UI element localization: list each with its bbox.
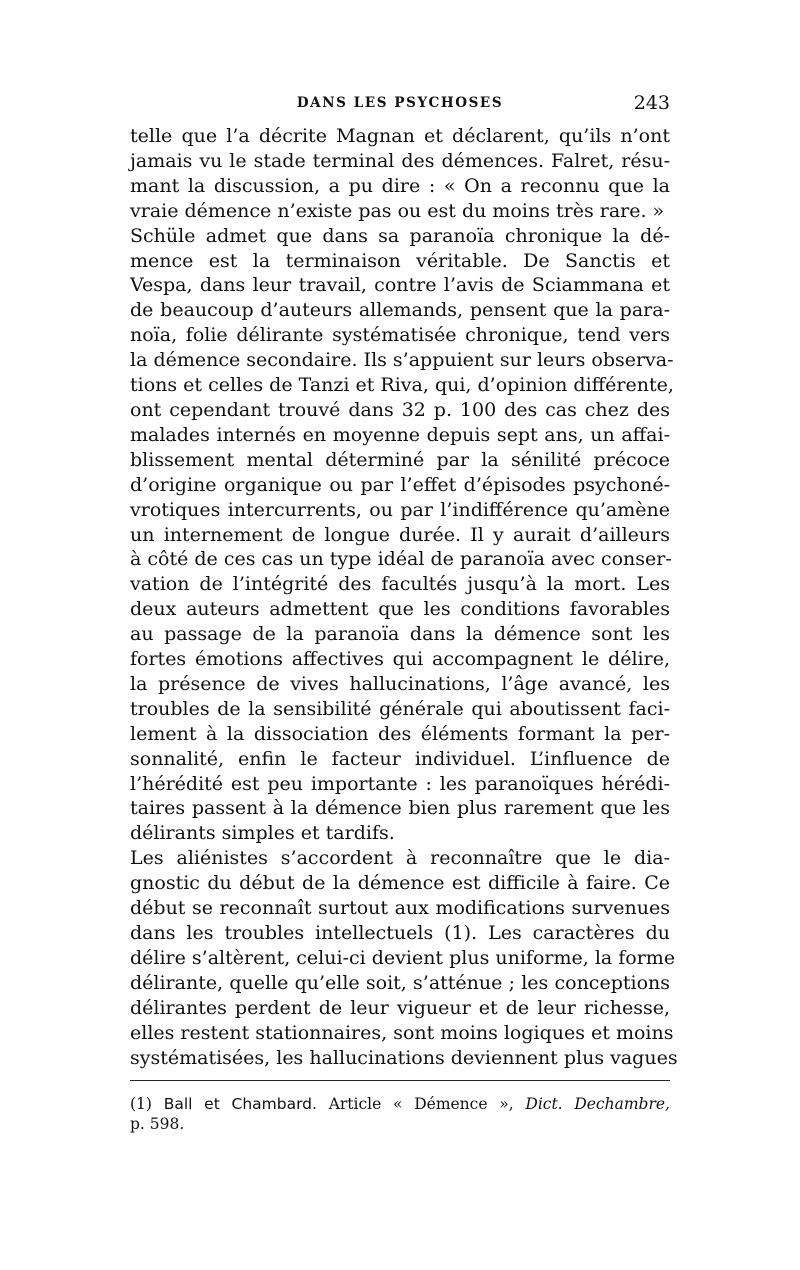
text-line: telle que l’a décrite Magnan et déclarent, qu’ils n’ont	[130, 125, 670, 147]
text-line: blissement mental déterminé par la sénilité précoce	[130, 448, 670, 471]
text-line: Vespa, dans leur travail, contre l’avis de Sciammana et	[130, 274, 670, 297]
text-line: Les aliénistes s’accordent à reconnaître que le dia-	[130, 847, 670, 870]
text-line: deux auteurs admettent que les conditions favorables	[130, 598, 670, 621]
footnote-text: Article « Démence »,	[328, 1095, 514, 1113]
text-line: la présence de vives hallucinations, l’âge avancé, les	[130, 672, 670, 695]
footnote-rule	[130, 1080, 670, 1081]
text-line: au passage de la paranoïa dans la démence sont les	[130, 623, 670, 646]
text-line: systématisées, les hallucinations deviennent plus vagues	[130, 1046, 678, 1069]
running-title: DANS LES PSYCHOSES	[296, 95, 504, 111]
footnote-line	[130, 1094, 670, 1114]
text-line: Schüle admet que dans sa paranoïa chronique la dé-	[130, 224, 670, 247]
paragraph	[130, 846, 678, 1070]
text-line: gnostic du début de la démence est difficile à faire. Ce	[130, 872, 670, 895]
text-line: vrotiques intercurrents, ou par l’indifférence qu’amène	[130, 498, 670, 521]
text-line: jamais vu le stade terminal des démences. Falret, résu-	[130, 149, 670, 172]
text-line: délirants simples et tardifs.	[130, 822, 395, 845]
text-line: l’hérédité est peu importante : les paranoïques hérédi-	[130, 772, 670, 795]
text-line: délirantes perdent de leur vigueur et de leur richesse,	[130, 996, 670, 1019]
text-line: mant la discussion, a pu dire : « On a reconnu que la	[130, 174, 670, 197]
body-text	[130, 124, 678, 1070]
text-line: ont cependant trouvé dans 32 p. 100 des cas chez des	[130, 398, 670, 421]
text-line: à côté de ces cas un type idéal de paranoïa avec conser-	[130, 548, 672, 571]
text-line: délire s’altèrent, celui-ci devient plus uniforme, la forme	[130, 946, 676, 969]
paragraph	[130, 224, 674, 847]
text-line: noïa, folie délirante systématisée chronique, tend vers	[130, 324, 670, 347]
paragraph	[130, 124, 670, 224]
text-line: troubles de la sensibilité générale qui aboutissent faci-	[130, 697, 670, 720]
text-line: un internement de longue durée. Il y aurait d’ailleurs	[130, 523, 670, 546]
text-line: lement à la dissociation des éléments formant la per-	[130, 722, 670, 745]
text-line: début se reconnaît surtout aux modifications survenues	[130, 897, 670, 920]
footnote	[130, 1094, 670, 1134]
text-line: vation de l’intégrité des facultés jusqu’à la mort. Les	[130, 573, 670, 596]
page-number: 243	[633, 92, 670, 114]
text-line: d’origine organique ou par l’effet d’épisodes psychoné-	[130, 473, 670, 496]
text-line: fortes émotions affectives qui accompagnent le délire,	[130, 648, 670, 671]
running-head	[130, 92, 670, 116]
text-line: dans les troubles intellectuels (1). Les caractères du	[130, 922, 670, 944]
text-line: de beaucoup d’auteurs allemands, pensent que la para-	[130, 299, 670, 322]
text-line: tions et celles de Tanzi et Riva, qui, d’opinion différente,	[130, 374, 674, 397]
text-line: mence est la terminaison véritable. De Sanctis et	[130, 249, 670, 272]
text-line: elles restent stationnaires, sont moins logiques et moins	[130, 1021, 674, 1044]
footnote-marker: (1)	[130, 1095, 152, 1113]
text-line: malades internés en moyenne depuis sept ans, un affai-	[130, 423, 670, 446]
footnote-page: p. 598.	[130, 1115, 185, 1133]
text-line: vraie démence n’existe pas ou est du moins très rare. »	[130, 199, 665, 222]
text-line: taires passent à la démence bien plus rarement que les	[130, 797, 670, 820]
footnote-authors: Ball et Chambard.	[163, 1095, 317, 1113]
text-line: la démence secondaire. Ils s’appuient sur leurs observa-	[130, 349, 674, 372]
text-line: sonnalité, enfin le facteur individuel. L’influence de	[130, 747, 670, 770]
footnote-source: Dict. Dechambre,	[525, 1095, 670, 1113]
text-line: délirante, quelle qu’elle soit, s’atténue ; les conceptions	[130, 971, 670, 994]
